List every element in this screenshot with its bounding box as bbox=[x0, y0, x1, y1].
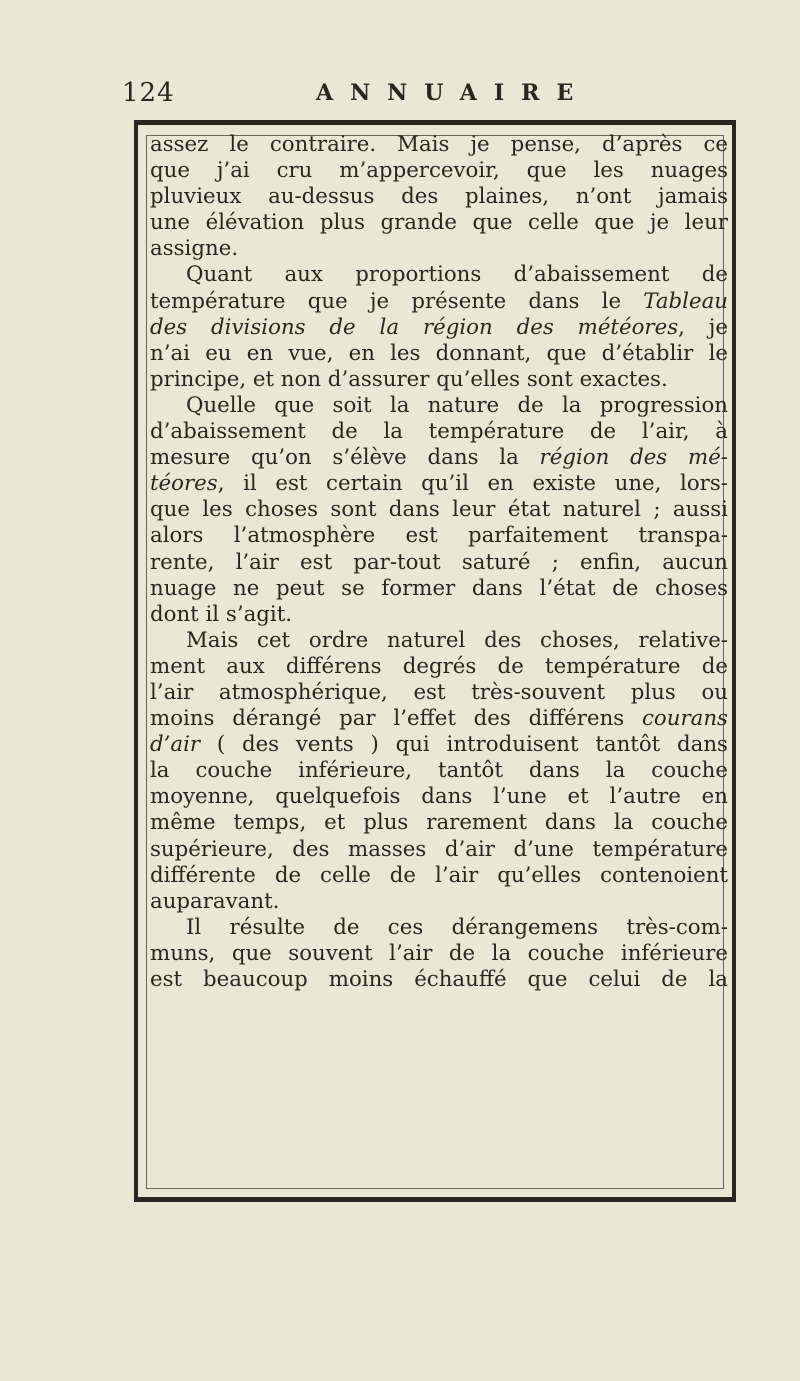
text-line bbox=[150, 915, 728, 941]
text-line bbox=[150, 341, 728, 367]
text-line-roman: Quant aux proportions d’abaissement de bbox=[186, 262, 728, 288]
text-line bbox=[150, 497, 728, 523]
text-line bbox=[150, 184, 728, 210]
text-line-italic: des divisions de la région des météores bbox=[150, 314, 679, 340]
text-line-roman: dont il s’agit. bbox=[150, 601, 293, 627]
text-line bbox=[150, 758, 728, 784]
body-text bbox=[150, 132, 728, 993]
page-header bbox=[0, 78, 800, 118]
text-line bbox=[150, 289, 728, 315]
text-line bbox=[150, 550, 728, 576]
text-line-roman: ment aux différens degrés de température de bbox=[150, 653, 728, 679]
text-line-roman: muns, que souvent l’air de la couche inférieure bbox=[150, 940, 728, 966]
text-line-roman: supérieure, des masses d’air d’une température bbox=[150, 836, 728, 862]
text-line bbox=[150, 576, 728, 602]
text-line bbox=[150, 523, 728, 549]
text-line bbox=[150, 654, 728, 680]
text-line bbox=[150, 628, 728, 654]
text-line-roman: est beaucoup moins échauffé que celui de la bbox=[150, 967, 728, 992]
text-line-roman: moins dérangé par l’effet des différens bbox=[150, 706, 642, 732]
page-number: 124 bbox=[122, 78, 175, 108]
text-line-roman: la couche inférieure, tantôt dans la couche bbox=[150, 758, 728, 784]
text-line bbox=[150, 419, 728, 445]
text-line bbox=[150, 889, 728, 915]
text-line-roman-after: ( des vents ) qui introduisent tantôt dans bbox=[200, 732, 728, 758]
text-line-roman: assigne. bbox=[150, 236, 239, 262]
text-line bbox=[150, 315, 728, 341]
text-line-roman: Mais cet ordre naturel des choses, relative- bbox=[186, 627, 728, 653]
text-line-roman: rente, l’air est par-tout saturé ; enfin, aucun bbox=[150, 549, 728, 575]
running-head: ANNUAIRE bbox=[316, 80, 591, 106]
text-line-roman: auparavant. bbox=[150, 888, 280, 914]
text-line-roman: Quelle que soit la nature de la progression bbox=[186, 392, 728, 418]
text-line-roman: alors l’atmosphère est parfaitement transpa- bbox=[150, 523, 728, 549]
text-line-italic: courans bbox=[642, 706, 728, 732]
text-line-roman: une élévation plus grande que celle que je leur bbox=[150, 210, 728, 236]
text-line-roman: nuage ne peut se former dans l’état de choses bbox=[150, 575, 728, 601]
text-line-roman: n’ai eu en vue, en les donnant, que d’établir le bbox=[150, 340, 728, 366]
text-line bbox=[150, 941, 728, 967]
text-line bbox=[150, 393, 728, 419]
text-line bbox=[150, 732, 728, 758]
text-line-italic: région des mé- bbox=[539, 445, 728, 471]
text-line-roman: température que je présente dans le bbox=[150, 288, 644, 314]
text-line-roman: pluvieux au-dessus des plaines, n’ont jamais bbox=[150, 184, 728, 210]
text-line-italic: téores bbox=[150, 471, 218, 497]
text-line bbox=[150, 680, 728, 706]
text-line bbox=[150, 158, 728, 184]
text-line bbox=[150, 445, 728, 471]
text-line-roman: différente de celle de l’air qu’elles contenoient bbox=[150, 862, 728, 888]
text-line-roman: moyenne, quelquefois dans l’une et l’autre en bbox=[150, 784, 728, 810]
text-line bbox=[150, 706, 728, 732]
text-line bbox=[150, 784, 728, 810]
text-line-roman: que les choses sont dans leur état naturel ; aussi bbox=[150, 497, 728, 523]
text-line bbox=[150, 810, 728, 836]
text-line bbox=[150, 967, 728, 993]
text-line-roman: Il résulte de ces dérangemens très-com- bbox=[186, 914, 728, 940]
text-line bbox=[150, 210, 728, 236]
text-line-roman: que j’ai cru m’appercevoir, que les nuages bbox=[150, 158, 728, 184]
text-line-roman: même temps, et plus rarement dans la couche bbox=[150, 810, 728, 836]
text-line-roman-after: , je bbox=[678, 314, 729, 340]
text-line bbox=[150, 602, 728, 628]
text-line-roman: principe, et non d’assurer qu’elles sont exactes. bbox=[150, 366, 668, 392]
text-line-roman: assez le contraire. Mais je pense, d’après ce bbox=[150, 132, 728, 157]
text-line bbox=[150, 236, 728, 262]
text-line bbox=[150, 367, 728, 393]
text-line-roman: l’air atmosphérique, est très-souvent plus ou bbox=[150, 679, 728, 705]
text-line-italic: d’air bbox=[150, 732, 201, 758]
text-line-roman: d’abaissement de la température de l’air, à bbox=[150, 419, 728, 445]
text-line bbox=[150, 471, 728, 497]
text-line bbox=[150, 132, 728, 158]
text-line-italic: Tableau bbox=[643, 288, 728, 314]
text-line bbox=[150, 863, 728, 889]
text-line-roman-after: , il est certain qu’il en existe une, lors- bbox=[217, 471, 728, 497]
text-line bbox=[150, 837, 728, 863]
text-line bbox=[150, 262, 728, 288]
text-line-roman: mesure qu’on s’élève dans la bbox=[150, 445, 540, 471]
